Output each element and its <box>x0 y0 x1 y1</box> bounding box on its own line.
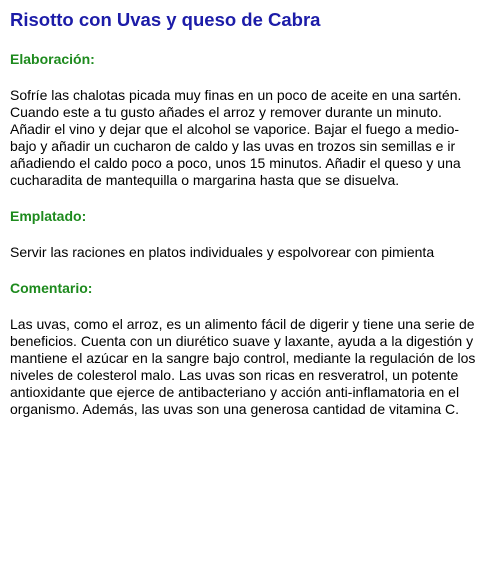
section-body-emplatado: Servir las raciones en platos individuales y espolvorear con pimienta <box>10 244 435 260</box>
recipe-title: Risotto con Uvas y queso de Cabra <box>10 9 321 30</box>
section-emplatado <box>10 208 479 261</box>
section-body-comentario: Las uvas, como el arroz, es un alimento fácil de digerir y tiene una serie de beneficios. Cuenta con un diurético suave y laxante, ayuda a la digestión y mantiene el azúcar en la sangre bajo control, mediante la regulación de los niveles de colesterol malo. Las uvas son ricas en resveratrol, un potente antioxidante que ejerce de antibacteriano y acción anti-inflamatoria en el organismo. Además, las uvas son una generosa cantidad de vitamina C. <box>10 316 476 417</box>
section-heading-elaboracion: Elaboración: <box>10 51 95 67</box>
section-heading-comentario: Comentario: <box>10 280 93 296</box>
section-body-elaboracion: Sofríe las chalotas picada muy finas en un poco de aceite en una sartén. Cuando este a tu gusto añades el arroz y remover durante un minuto. Añadir el vino y dejar que el alcohol se vaporice. Bajar el fuego a medio-bajo y añadir un cucharon de caldo y las uvas en trozos sin semillas e ir añadiendo el caldo poco a poco, unos 15 minutos. Añadir el queso y una cucharadita de mantequilla o margarina hasta que se disuelva. <box>10 87 462 188</box>
section-heading-emplatado: Emplatado: <box>10 208 87 224</box>
section-elaboracion <box>10 51 479 189</box>
section-comentario <box>10 280 479 418</box>
